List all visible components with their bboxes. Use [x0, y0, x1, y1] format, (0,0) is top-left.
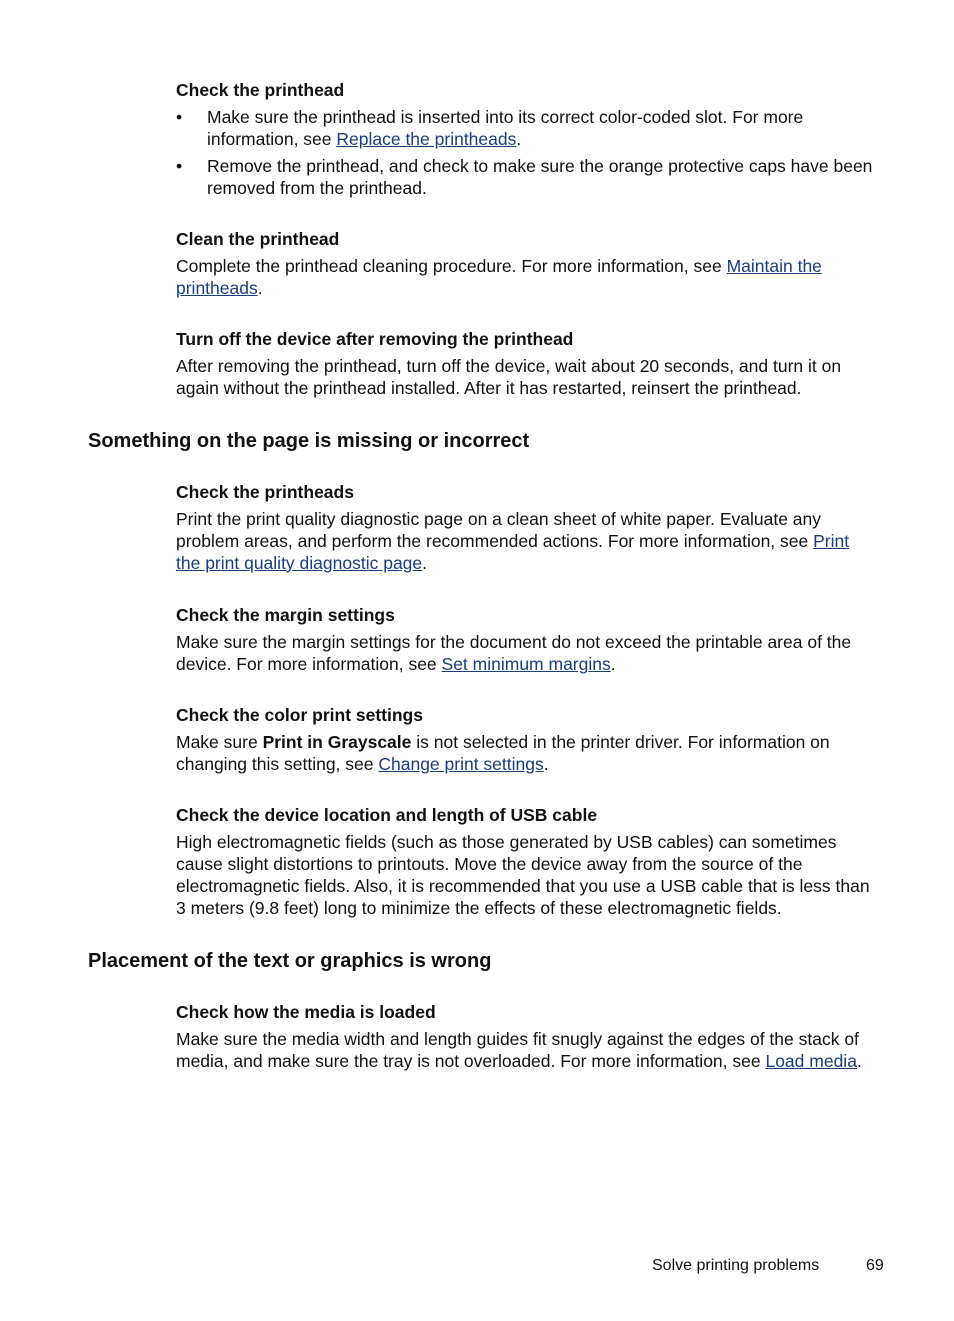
heading-check-printhead: Check the printhead: [176, 80, 345, 100]
paragraph: [176, 1028, 876, 1072]
heading-media-loaded: Check how the media is loaded: [176, 1002, 436, 1022]
paragraph: After removing the printhead, turn off the device, wait about 20 seconds, and turn it on again without the printhead installed. After it has restarted, reinsert the printhead.: [176, 356, 842, 398]
heading-color-print-settings: Check the color print settings: [176, 705, 423, 725]
paragraph-text: Make sure the margin settings for the document do not exceed the printable area of the device. For more information, see: [176, 632, 852, 674]
paragraph: [176, 631, 876, 675]
bullet-list: [176, 106, 876, 199]
section-margin-settings: [176, 604, 876, 675]
bullet-text-end: .: [516, 129, 522, 149]
paragraph: [176, 731, 876, 775]
heading-clean-printhead: Clean the printhead: [176, 229, 340, 249]
link-print-quality-diagnostic[interactable]: Print the print quality diagnostic page: [176, 531, 850, 573]
section-color-print-settings: [176, 704, 876, 775]
footer-title: Solve printing problems: [652, 1257, 820, 1274]
heading-missing-or-incorrect: Something on the page is missing or incorrect: [88, 430, 530, 452]
paragraph: [176, 255, 876, 299]
page-number: 69: [866, 1257, 884, 1274]
bullet-glyph: •: [176, 156, 183, 176]
paragraph-text: Complete the printhead cleaning procedure. For more information, see: [176, 256, 727, 276]
section-check-printhead: [176, 79, 876, 204]
paragraph-text: Make sure: [176, 732, 263, 752]
section-media-loaded: [176, 1001, 876, 1072]
link-maintain-printheads[interactable]: Maintain the printheads: [176, 256, 822, 298]
paragraph-text-end: .: [856, 1051, 862, 1071]
paragraph-text-end: .: [422, 553, 428, 573]
bullet-glyph: •: [176, 107, 183, 127]
paragraph-text-end: .: [543, 754, 549, 774]
paragraph-text-end: .: [257, 278, 263, 298]
paragraph-text-end: .: [610, 654, 616, 674]
heading-turn-off: Turn off the device after removing the printhead: [176, 329, 574, 349]
page-footer: [652, 1255, 884, 1277]
paragraph-text: Make sure the media width and length guides fit snugly against the edges of the stack of media, and make sure the tray is not overloaded. For more information, see: [176, 1029, 859, 1071]
link-replace-printheads[interactable]: Replace the printheads: [336, 129, 517, 149]
list-item: [176, 106, 876, 150]
heading-placement-wrong: Placement of the text or graphics is wrong: [88, 950, 492, 972]
section-clean-printhead: [176, 228, 876, 299]
paragraph: High electromagnetic fields (such as those generated by USB cables) can sometimes cause slight distortions to printouts. Move the device away from the source of the electromagnetic fields. Also, it is recommended that you use a USB cable that is less than 3 meters (9.8 feet) long to minimize the effects of these electromagnetic fields.: [176, 832, 870, 918]
link-set-minimum-margins[interactable]: Set minimum margins: [441, 654, 611, 674]
link-change-print-settings[interactable]: Change print settings: [378, 754, 544, 774]
bullet-text: Remove the printhead, and check to make sure the orange protective caps have been removed from the printhead.: [207, 156, 873, 198]
heading-check-printheads: Check the printheads: [176, 482, 354, 502]
paragraph: [176, 508, 876, 574]
paragraph-text-mid: is not selected in the printer driver. For information on changing this setting, see: [176, 732, 830, 774]
section-usb-cable: [176, 804, 876, 919]
section-check-printheads: [176, 481, 876, 574]
bold-term: Print in Grayscale: [262, 732, 412, 752]
section-turn-off: [176, 328, 876, 399]
paragraph-text: Print the print quality diagnostic page on a clean sheet of white paper. Evaluate any problem areas, and perform the recommended actions. For more information, see: [176, 509, 822, 551]
link-load-media[interactable]: Load media: [765, 1051, 857, 1071]
list-item: [176, 155, 876, 199]
bullet-text: Make sure the printhead is inserted into its correct color-coded slot. For more information, see: [207, 107, 804, 149]
heading-usb-cable: Check the device location and length of USB cable: [176, 805, 598, 825]
heading-margin-settings: Check the margin settings: [176, 605, 395, 625]
